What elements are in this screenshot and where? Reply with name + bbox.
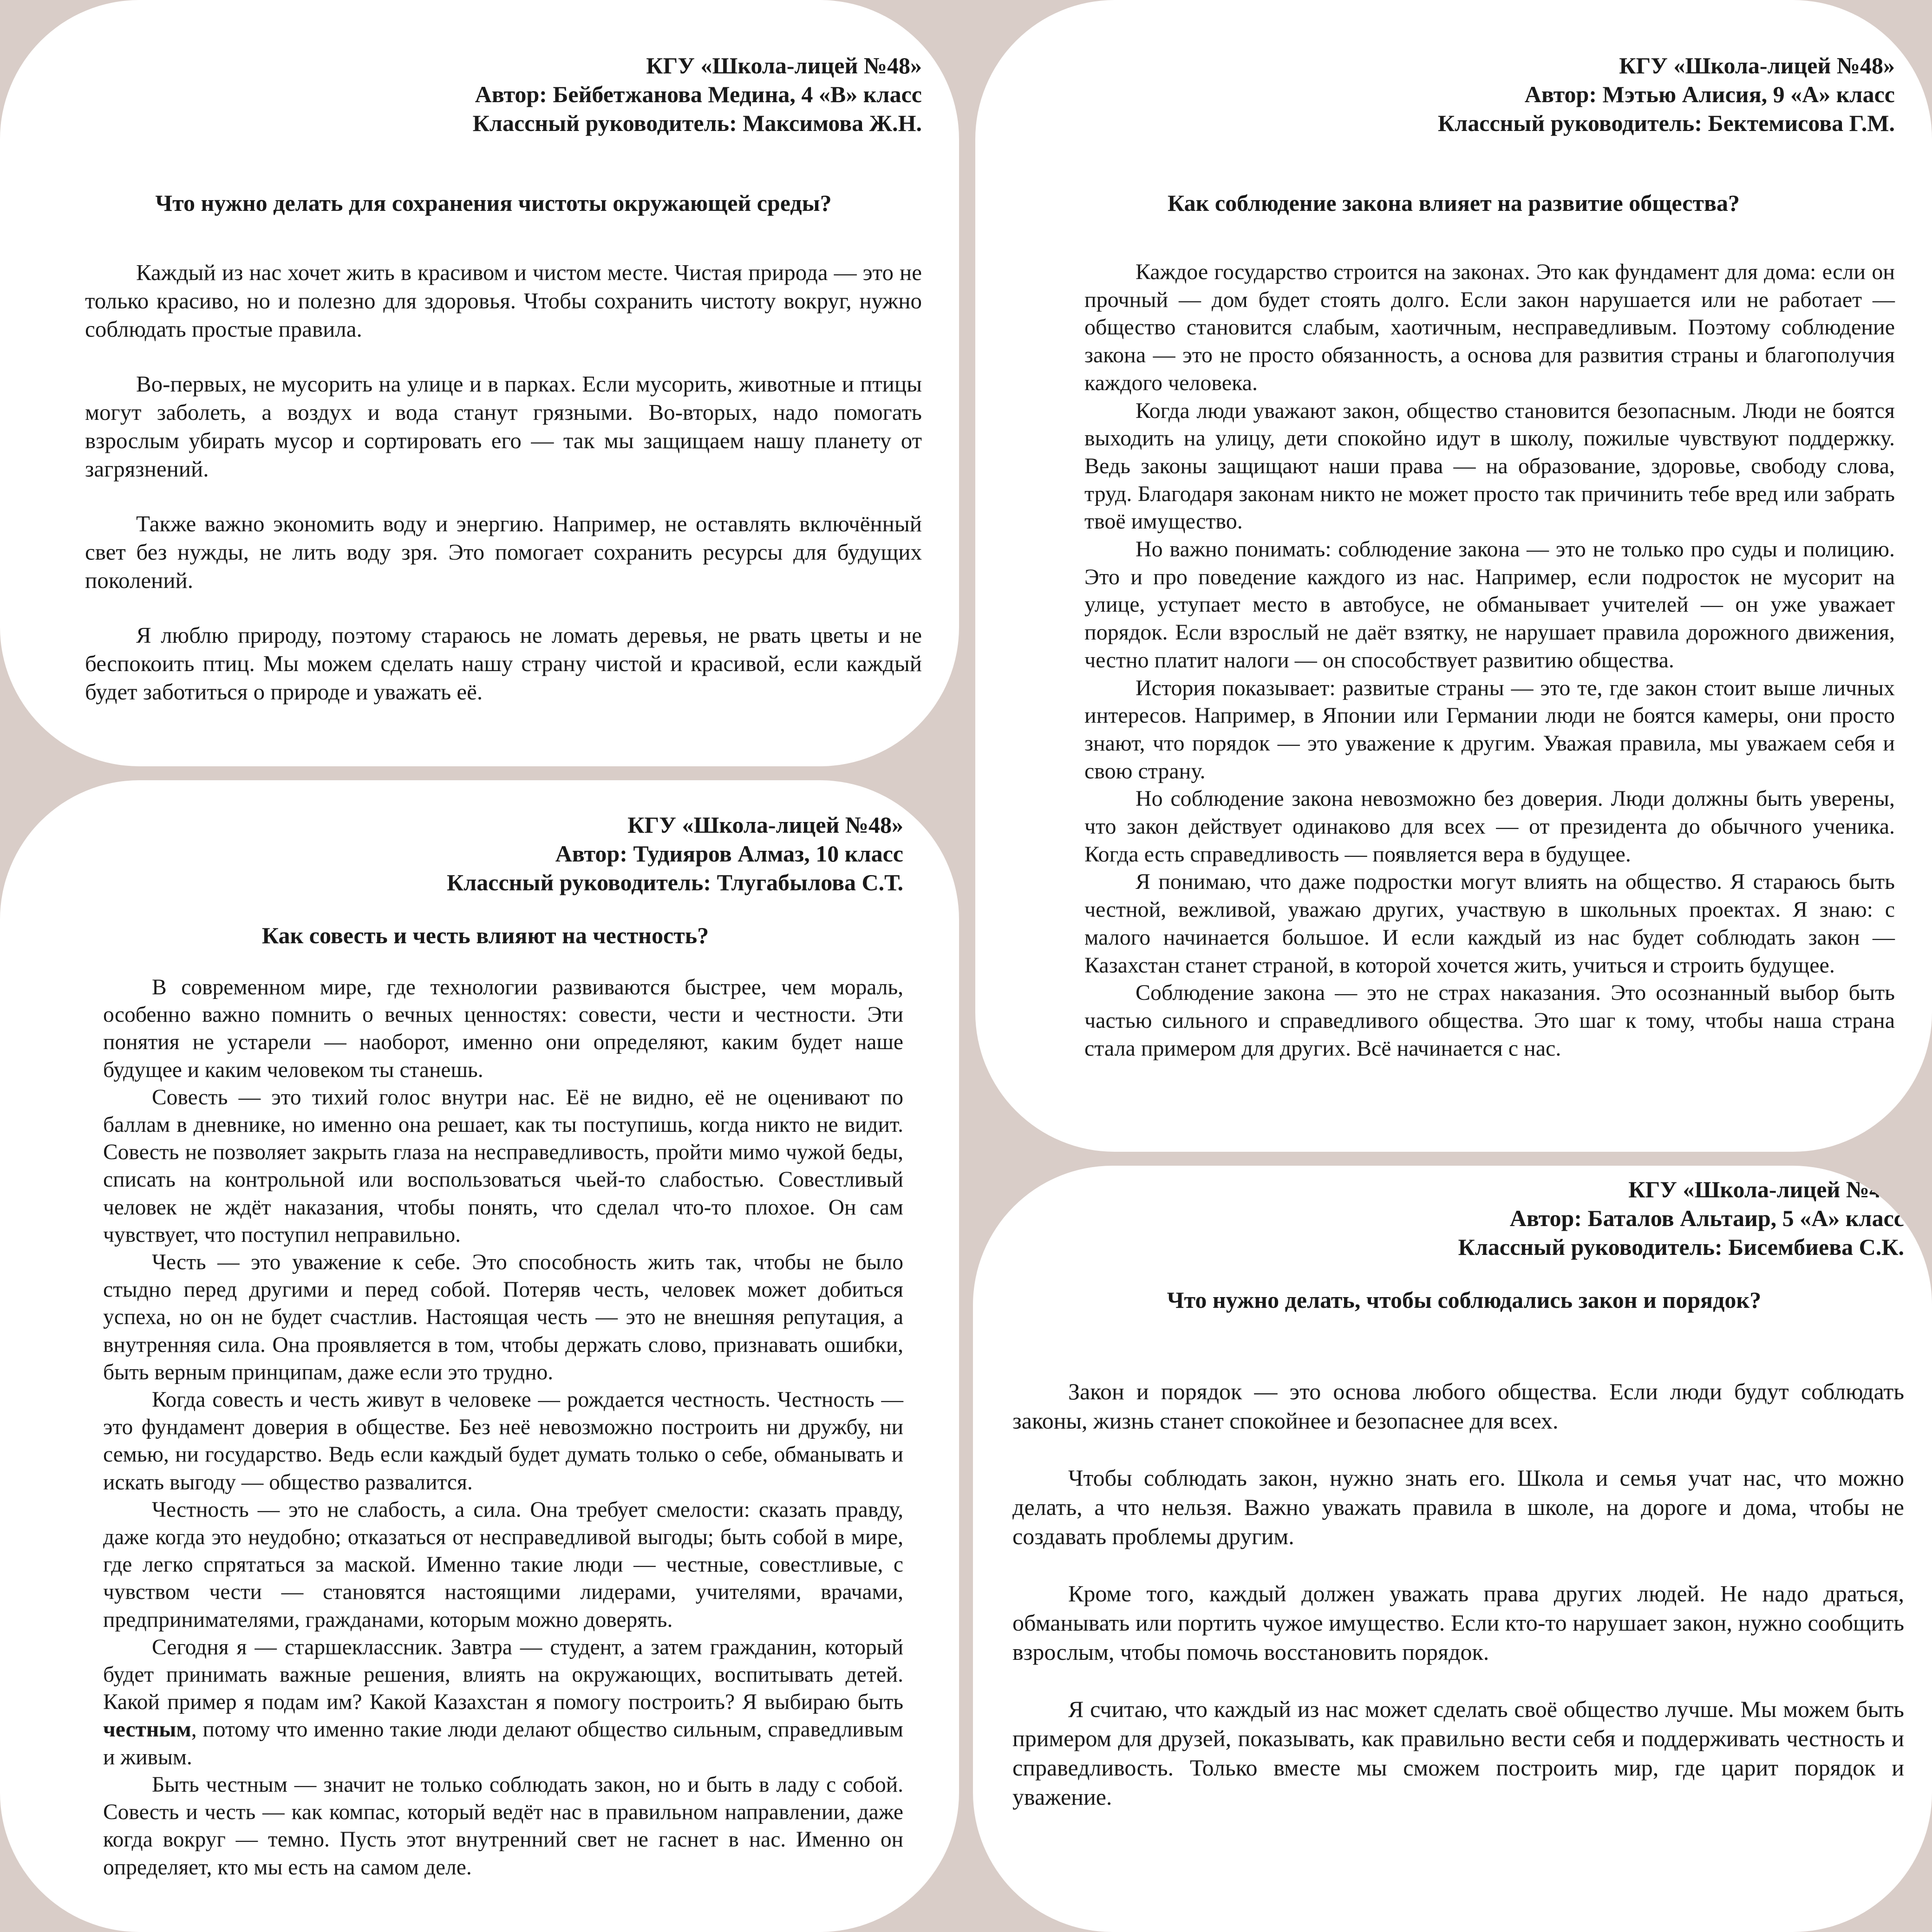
essay-paragraph: Я люблю природу, поэтому стараюсь не ломать деревья, не рвать цветы и не беспокоить птиц. Мы можем сделать нашу страну чистой и красивой, если каждый будет заботиться о природе и уважать её. [85, 622, 922, 705]
essay-card-law-order [973, 1166, 1932, 1932]
school-name: КГУ «Школа-лицей №48» [646, 52, 922, 78]
essay-body [85, 258, 922, 706]
author-line: Автор: Бейбетжанова Медина, 4 «В» класс [475, 81, 922, 107]
essay-paragraph: Честь — это уважение к себе. Это способность жить так, чтобы не было стыдно перед другими и перед собой. Потеряв честь, человек может добиться успеха, но он не будет счастлив. Настоящая честь — это не внешняя репутация, а внутренняя сила. Она проявляется в том, чтобы держать слово, признавать ошибки, быть верным принципам, даже если это трудно. [103, 1250, 903, 1384]
essay-body [1084, 258, 1895, 1062]
essay-paragraph: Соблюдение закона — это не страх наказания. Это осознанный выбор быть частью сильного и справедливого общества. Это шаг к тому, чтобы наша страна стала примером для других. Всё начинается с нас. [1084, 980, 1895, 1061]
essay-paragraph: Кроме того, каждый должен уважать права других людей. Не надо драться, обманывать или портить чужое имущество. Если кто-то нарушает закон, нужно сообщить взрослым, чтобы помочь восстановить порядок. [1012, 1580, 1904, 1665]
essay-title: Что нужно делать, чтобы соблюдались закон и порядок? [1167, 1287, 1762, 1313]
emphasized-word: честным [103, 1717, 191, 1742]
essay-title: Как соблюдение закона влияет на развитие общества? [1168, 190, 1740, 216]
teacher-line: Классный руководитель: Максимова Ж.Н. [472, 110, 922, 136]
essay-paragraph: История показывает: развитые страны — это те, где закон стоит выше личных интересов. Например, в Японии или Германии люди не боятся камеры, они просто знают, что порядок — это уважение к другим. Уважая правила, мы уважаем себя и свою страну. [1084, 675, 1895, 783]
teacher-line: Классный руководитель: Бисембиева С.К. [1458, 1234, 1904, 1260]
teacher-line: Классный руководитель: Бектемисова Г.М. [1437, 110, 1895, 136]
essay-paragraph: Закон и порядок — это основа любого общества. Если люди будут соблюдать законы, жизнь станет спокойнее и безопаснее для всех. [1012, 1378, 1904, 1434]
essay-paragraph: Совесть — это тихий голос внутри нас. Её не видно, её не оценивают по баллам в дневнике, но именно она решает, как ты поступишь, когда никто не видит. Совесть не позволяет закрыть глаза на несправедливость, пройти мимо чужой беды, списать на контрольной или воспользоваться чьей-то слабостью. Совестливый человек не ждёт наказания, чтобы понять, что сделал что-то плохое. Он сам чувствует, что поступил неправильно. [103, 1085, 903, 1247]
essay-card-law-development [975, 0, 1932, 1152]
paragraph-text: , потому что именно такие люди делают общество сильным, справедливым и живым. [103, 1717, 903, 1769]
essay-header [975, 51, 1895, 137]
essay-paragraph: Честность — это не слабость, а сила. Она требует смелости: сказать правду, даже когда это неудобно; отказаться от несправедливой выгоды; быть собой в мире, где легко спрятаться за маской. Именно такие люди — честные, совестливые, с чувством чести — становятся настоящими лидерами, учителями, врачами, предпринимателями, гражданами, которым можно доверять. [103, 1497, 903, 1632]
essay-card-environment [0, 0, 959, 766]
author-line: Автор: Тудияров Алмаз, 10 класс [555, 841, 903, 867]
essay-card-conscience-honor [0, 780, 959, 1932]
essay-paragraph: Но соблюдение закона невозможно без доверия. Люди должны быть уверены, что закон действует одинаково для всех — от президента до обычного ученика. Когда есть справедливость — появляется вера в будущее. [1084, 786, 1895, 867]
essay-paragraph: В современном мире, где технологии развиваются быстрее, чем мораль, особенно важно помнить о вечных ценностях: совести, чести и честности. Эти понятия не устарели — наоборот, именно они определяют, каким будет наше будущее и каким человеком ты станешь. [103, 975, 903, 1082]
essay-paragraph: Когда совесть и честь живут в человеке — рождается честность. Честность — это фундамент доверия в обществе. Без неё невозможно построить ни дружбу, ни семью, ни государство. Ведь если каждый будет думать только о себе, обманывать и искать выгоду — общество развалится. [103, 1388, 903, 1495]
essay-header [0, 51, 922, 137]
teacher-line: Классный руководитель: Тлугабылова С.Т. [446, 869, 903, 895]
essay-paragraph: Также важно экономить воду и энергию. Например, не оставлять включённый свет без нужды, не лить воду зря. Это помогает сохранить ресурсы для будущих поколений. [85, 511, 922, 593]
essay-body [1012, 1377, 1904, 1840]
essay-title: Что нужно делать для сохранения чистоты окружающей среды? [155, 190, 832, 216]
author-line: Автор: Баталов Альтаир, 5 «А» класс [1509, 1205, 1904, 1231]
essay-paragraph: Но важно понимать: соблюдение закона — это не только про суды и полицию. Это и про поведение каждого из нас. Например, если подросток не мусорит на улице, уступает место в автобусе, не обманывает учителей — он уже уважает порядок. Если взрослый не даёт взятку, не нарушает правила дорожного движения, честно платит налоги — он способствует развитию общества. [1084, 537, 1895, 672]
school-name: КГУ «Школа-лицей №48» [1628, 1176, 1904, 1202]
essay-title: Как совесть и честь влияют на честность? [261, 922, 709, 948]
essay-paragraph: Когда люди уважают закон, общество становится безопасным. Люди не боятся выходить на улицу, дети спокойно идут в школу, пожилые чувствуют поддержку. Ведь законы защищают наши права — на образование, здоровье, свободу слова, труд. Благодаря законам никто не может просто так причинить тебе вред или забрать твоё имущество. [1084, 398, 1895, 534]
essay-paragraph: Я считаю, что каждый из нас может сделать своё общество лучше. Мы можем быть примером для друзей, показывать, как правильно вести себя и поддерживать честность и справедливость. Только вместе мы сможем построить мир, где царит порядок и уважение. [1012, 1696, 1904, 1810]
essay-paragraph: Во-первых, не мусорить на улице и в парках. Если мусорить, животные и птицы могут заболеть, а воздух и вода станут грязными. Во-вторых, надо помогать взрослым убирать мусор и сортировать его — так мы защищаем нашу планету от загрязнений. [85, 371, 922, 482]
essay-body [103, 974, 903, 1881]
paragraph-text: Сегодня я — старшеклассник. Завтра — студент, а затем гражданин, который будет принимать важные решения, влиять на окружающих, воспитывать детей. Какой пример я подам им? Какой Казахстан я помогу построить? Я выбираю быть [103, 1635, 903, 1715]
school-name: КГУ «Школа-лицей №48» [627, 812, 903, 838]
essay-paragraph: Быть честным — значит не только соблюдать закон, но и быть в ладу с собой. Совесть и честь — как компас, который ведёт нас в правильном направлении, даже когда вокруг — темно. Пусть этот внутренний свет не гаснет в нас. Именно он определяет, кто мы есть на самом деле. [103, 1772, 903, 1880]
author-line: Автор: Мэтью Алисия, 9 «А» класс [1524, 81, 1895, 107]
essay-header [1189, 1175, 1904, 1261]
school-name: КГУ «Школа-лицей №48» [1619, 52, 1895, 78]
essay-paragraph: Чтобы соблюдать закон, нужно знать его. Школа и семья учат нас, что можно делать, а что нельзя. Важно уважать правила в школе, на дороге и дома, чтобы не создавать проблемы другим. [1012, 1465, 1904, 1549]
essay-header [0, 810, 903, 897]
essay-paragraph: Я понимаю, что даже подростки могут влиять на общество. Я стараюсь быть честной, вежливой, уважаю других, участвую в школьных проектах. Я знаю: с малого начинается большое. И если каждый из нас будет соблюдать закон — Казахстан станет страной, в которой хочется жить, учиться и строить будущее. [1084, 869, 1895, 978]
essay-paragraph: Каждое государство строится на законах. Это как фундамент для дома: если он прочный — дом будет стоять долго. Если закон нарушается или не работает — общество становится слабым, хаотичным, несправедливым. Поэтому соблюдение закона — это не просто обязанность, а основа для развития страны и благополучия каждого человека. [1084, 260, 1895, 395]
essay-paragraph [103, 1634, 903, 1771]
essay-paragraph: Каждый из нас хочет жить в красивом и чистом месте. Чистая природа — это не только красиво, но и полезно для здоровья. Чтобы сохранить чистоту вокруг, нужно соблюдать простые правила. [85, 260, 922, 342]
